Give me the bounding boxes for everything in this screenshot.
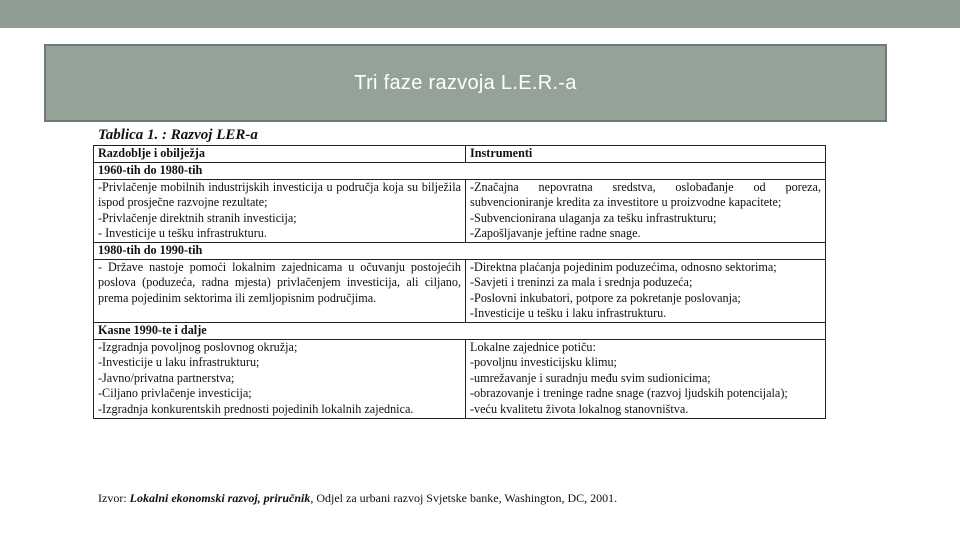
feature-item: -Privlačenje mobilnih industrijskih investicija u područja koja su bilježila ispod prosječne razvojne rezultate; — [98, 179, 461, 210]
feature-item: -Javno/privatna partnerstva; — [98, 370, 235, 385]
feature-item: -Privlačenje direktnih stranih investicija; — [98, 210, 297, 225]
table-caption: Tablica 1. : Razvoj LER-a — [98, 127, 258, 143]
table-header-row — [94, 146, 826, 163]
period-features — [94, 259, 466, 322]
instrument-item: -Direktna plaćanja pojedinim poduzećima, odnosno sektorima; — [470, 259, 777, 274]
instrument-item: -Subvencionirana ulaganja za tešku infrastrukturu; — [470, 210, 717, 225]
slide-title: Tri faze razvoja L.E.R.-a — [354, 71, 577, 94]
source-prefix: Izvor: — [98, 491, 130, 505]
period-features — [94, 179, 466, 242]
period-instruments — [466, 259, 826, 322]
table-row — [94, 339, 826, 418]
source-title: Lokalni ekonomski razvoj, priručnik — [129, 491, 311, 505]
table-source — [98, 491, 617, 506]
period-instruments — [466, 339, 826, 418]
instrument-item: -Značajna nepovratna sredstva, oslobađanje od poreza, subvencioniranje kredita za investitore u proizvodne kapacitete; — [470, 179, 821, 210]
feature-item: -Izgradnja povoljnog poslovnog okružja; — [98, 339, 298, 354]
feature-item: -Investicije u laku infrastrukturu; — [98, 355, 260, 370]
ler-development-table — [93, 145, 826, 419]
table-row — [94, 179, 826, 242]
instrument-item: -umrežavanje i suradnju među svim sudionicima; — [470, 370, 711, 385]
instrument-item: -veću kvalitetu života lokalnog stanovništva. — [470, 401, 689, 416]
header-periods: Razdoblje i obilježja — [94, 146, 466, 163]
feature-item: - Investicije u tešku infrastrukturu. — [98, 226, 267, 241]
header-instruments: Instrumenti — [466, 146, 826, 163]
instrument-item: -povoljnu investicijsku klimu; — [470, 355, 617, 370]
period-label: 1960-tih do 1980-tih — [94, 163, 826, 180]
period-label: 1980-tih do 1990-tih — [94, 242, 826, 259]
instrument-item: -Poslovni inkubatori, potpore za pokretanje poslovanja; — [470, 290, 741, 305]
instrument-item: -obrazovanje i treninge radne snage (razvoj ljudskih potencijala); — [470, 386, 788, 401]
feature-item: - Države nastoje pomoći lokalnim zajednicama u očuvanju postojećih poslova (poduzeća, radna mjesta) privlačenjem investicija, ali ciljano, prema pojedinim sektorima ili zemljopisnim područjima. — [98, 259, 461, 305]
table-row — [94, 259, 826, 322]
period-label: Kasne 1990-te i dalje — [94, 322, 826, 339]
period-features — [94, 339, 466, 418]
period-row — [94, 242, 826, 259]
top-decorative-band — [0, 0, 960, 28]
feature-item: -Izgradnja konkurentskih prednosti pojedinih lokalnih zajednica. — [98, 401, 414, 416]
instrument-item: -Investicije u tešku i laku infrastrukturu. — [470, 306, 667, 321]
period-row — [94, 322, 826, 339]
slide-title-box — [44, 44, 887, 122]
feature-item: -Ciljano privlačenje investicija; — [98, 386, 252, 401]
instrument-item: -Zapošljavanje jeftine radne snage. — [470, 226, 641, 241]
period-instruments — [466, 179, 826, 242]
source-rest: , Odjel za urbani razvoj Svjetske banke, Washington, DC, 2001. — [310, 491, 618, 505]
instrument-item: Lokalne zajednice potiču: — [470, 339, 596, 354]
instrument-item: -Savjeti i treninzi za mala i srednja poduzeća; — [470, 275, 693, 290]
period-row — [94, 163, 826, 180]
